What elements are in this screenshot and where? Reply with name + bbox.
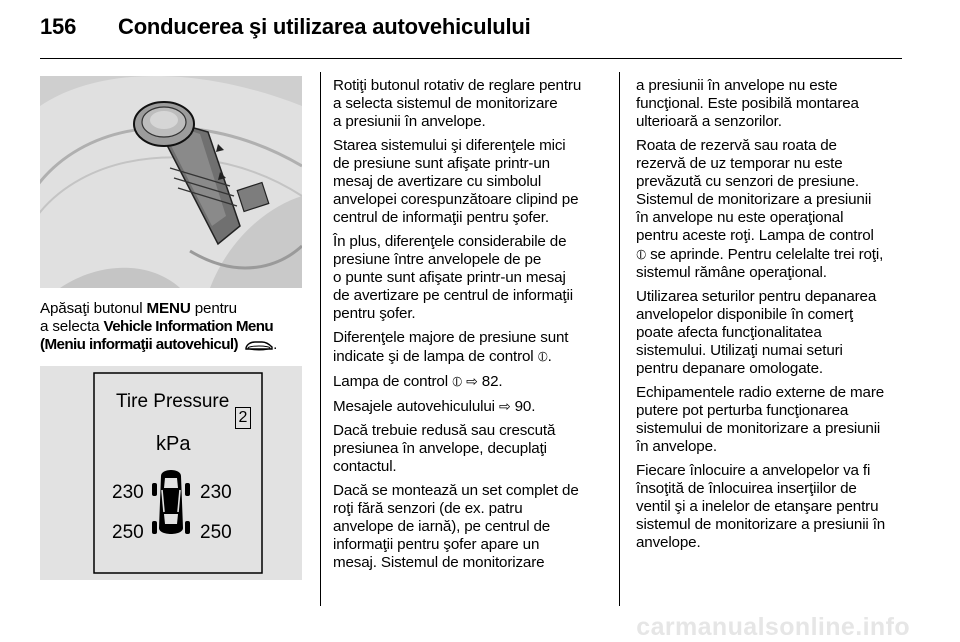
text-line: sistemul de monitorizare a presiunii în xyxy=(636,516,886,533)
text-line: Dacă trebuie redusă sau crescută xyxy=(333,422,556,439)
page-header xyxy=(40,14,531,40)
paragraph xyxy=(636,462,908,552)
text-line: anvelope de iarnă), pe centrul de xyxy=(333,518,551,535)
text-line: anvelope. xyxy=(636,534,701,551)
text-line: mesaj de avertizare cu simbolul xyxy=(333,173,542,190)
tire-pressure-warning-icon: ⦶ xyxy=(537,348,548,364)
page-reference-arrow-icon: ⇨ xyxy=(466,373,478,389)
text-line: de avertizare pe centrul de informaţii xyxy=(333,287,573,304)
text-line: contactul. xyxy=(333,458,397,475)
paragraph xyxy=(333,422,605,476)
text-line: indicate şi de lampa de control xyxy=(333,348,538,365)
text-line: Dacă se montează un set complet de xyxy=(333,482,579,499)
text-line: Diferenţele majore de presiune sunt xyxy=(333,329,569,346)
column-1-text xyxy=(40,300,306,360)
text-line: sistemului de monitorizare a presiunii xyxy=(636,420,881,437)
text-line: sistemul rămâne operaţional. xyxy=(636,264,827,281)
text-line: pentru aceste roţi. Lampa de control xyxy=(636,227,874,244)
watermark: carmanualsonline.info xyxy=(636,613,910,641)
text-line: presiune între anvelopele de pe xyxy=(333,251,542,268)
text-line: 90. xyxy=(510,398,536,415)
text-line: prevăzută cu senzori de presiune. xyxy=(636,173,859,190)
text-line: în anvelope. xyxy=(636,438,717,455)
paragraph xyxy=(333,233,605,323)
paragraph xyxy=(636,137,908,282)
text-line: a presiunii în anvelope. xyxy=(333,113,486,130)
column-2-text xyxy=(333,77,605,578)
paragraph xyxy=(636,288,908,378)
car-icon xyxy=(245,339,273,351)
tire-pressure-title: Tire Pressure xyxy=(116,391,230,412)
stalk-control-illustration xyxy=(40,76,302,288)
text-line: o punte sunt afişate printr-un mesaj xyxy=(333,269,566,286)
text-line: Starea sistemului şi diferenţele mici xyxy=(333,137,566,154)
text-line: Sistemul de monitorizare a presiunii xyxy=(636,191,872,208)
text-line: centrul de informaţii pentru şofer. xyxy=(333,209,549,226)
text-line: poate afecta funcţionalitatea xyxy=(636,324,822,341)
text-run: Apăsaţi butonul xyxy=(40,300,147,317)
text-line: rezervă de uz temporar nu este xyxy=(636,155,843,172)
text-line: anvelopei corespunzătoare clipind pe xyxy=(333,191,579,208)
paragraph xyxy=(333,482,605,572)
text-run: a selecta xyxy=(40,318,104,335)
text-line: Rotiţi butonul rotativ de reglare pentru xyxy=(333,77,582,94)
text-line: ventil şi a inelelor de etanşare pentru xyxy=(636,498,879,515)
text-line: anvelopelor disponibile în comerţ xyxy=(636,306,854,323)
text-line: Utilizarea seturilor pentru depanarea xyxy=(636,288,877,305)
vehicle-information-menu-label: Vehicle Information Menu xyxy=(103,318,274,335)
text-line: Roata de rezervă sau roata de xyxy=(636,137,837,154)
paragraph xyxy=(333,77,605,131)
front-left-pressure: 230 xyxy=(112,482,144,503)
menu-instruction xyxy=(40,300,306,354)
header-rule xyxy=(40,58,902,59)
column-divider-right xyxy=(619,72,620,606)
paragraph: Diferenţele majore de presiune sunt indicate şi de lampa de control ⦶. xyxy=(333,329,569,365)
text-line: Lampa de control xyxy=(333,373,453,390)
paragraph xyxy=(636,77,908,131)
rear-right-pressure: 250 xyxy=(200,522,232,543)
text-line: de presiune sunt afişate printr-un xyxy=(333,155,550,172)
column-divider-left xyxy=(320,72,321,606)
text-line: însoţită de înlocuirea inserţiilor de xyxy=(636,480,857,497)
column-3-text xyxy=(636,77,908,558)
text-line: informaţii pentru şofer apare un xyxy=(333,536,540,553)
text-run: pentru xyxy=(190,300,237,317)
paragraph xyxy=(333,397,605,416)
page-number: 156 xyxy=(40,14,77,39)
paragraph xyxy=(636,384,908,456)
text-line: În plus, diferenţele considerabile de xyxy=(333,233,567,250)
text-line: Mesajele autovehiculului xyxy=(333,398,499,415)
text-line: presiunea în anvelope, decuplaţi xyxy=(333,440,547,457)
text-line: se aprinde. Pentru celelalte trei roţi, xyxy=(646,246,884,263)
tire-pressure-warning-icon: ⦶ xyxy=(636,246,647,262)
text-run: . xyxy=(273,336,278,353)
text-line: Fiecare înlocuire a anvelopelor va fi xyxy=(636,462,871,479)
rear-left-pressure: 250 xyxy=(112,522,144,543)
text-line: roţi fără senzori (de ex. patru xyxy=(333,500,523,517)
paragraph xyxy=(333,372,605,391)
text-line: sistemului. Utilizaţi numai seturi xyxy=(636,342,843,359)
pressure-unit: kPa xyxy=(156,433,191,455)
front-right-pressure: 230 xyxy=(200,482,232,503)
text-line: pentru şofer. xyxy=(333,305,416,322)
text-line: a selecta sistemul de monitorizare xyxy=(333,95,558,112)
menu-button-label: MENU xyxy=(146,300,191,317)
text-line: a presiunii în anvelope nu este xyxy=(636,77,838,94)
text-line: în anvelope nu este operaţional xyxy=(636,209,844,226)
page-reference-arrow-icon: ⇨ xyxy=(498,398,511,414)
page-title: Conducerea şi utilizarea autovehiculului xyxy=(118,14,531,39)
text-line: mesaj. Sistemul de monitorizare xyxy=(333,554,545,571)
paragraph xyxy=(333,137,605,227)
tire-pressure-warning-icon: ⦶ xyxy=(452,373,463,389)
text-line: pentru depanare omologate. xyxy=(636,360,823,377)
text-line: 82. xyxy=(477,373,503,390)
text-line: ulterioară a senzorilor. xyxy=(636,113,782,130)
vehicle-information-menu-ro-label: (Meniu informaţii autovehicul) xyxy=(40,336,239,353)
display-page-indicator: 2 xyxy=(235,407,251,429)
text-line: funcţional. Este posibilă montarea xyxy=(636,95,859,112)
text-line: Echipamentele radio externe de mare xyxy=(636,384,885,401)
text-line: putere pot perturba funcţionarea xyxy=(636,402,849,419)
